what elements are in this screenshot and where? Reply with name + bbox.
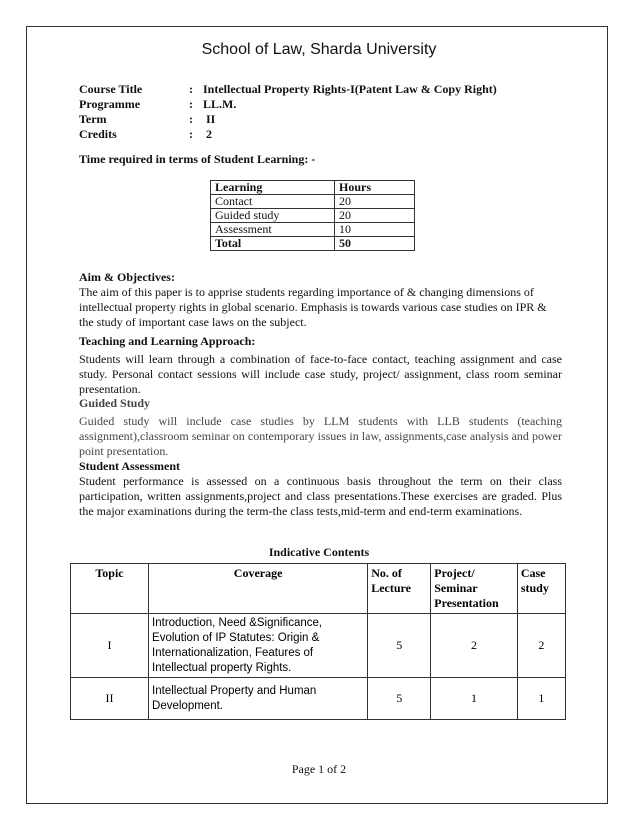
col-coverage: Coverage <box>149 564 368 614</box>
topic-cell: I <box>71 614 149 678</box>
col-lectures: No. of Lecture <box>368 564 431 614</box>
hours-cell-learning: Assessment <box>211 223 335 237</box>
case-study-cell: 1 <box>517 678 565 720</box>
page-number: Page 1 of 2 <box>291 762 347 776</box>
hours-cell-hours: 20 <box>335 209 415 223</box>
student-assessment-text: Student performance is assessed on a continuous basis throughout the term on their class participation, written assignments,project and class presentations.These exercises are graded. Plus the major examinations during the term-the class tests,mid-term and end-term examinations. <box>79 474 562 518</box>
aim-section <box>79 270 562 330</box>
hours-total-label: Total <box>211 237 335 251</box>
colon: : <box>189 127 193 141</box>
credits-label: Credits <box>79 127 117 141</box>
hours-table <box>210 180 415 251</box>
indicative-contents-table <box>70 563 566 720</box>
hours-cell-learning: Contact <box>211 195 335 209</box>
hours-header-hours: Hours <box>335 181 415 195</box>
term-value: II <box>203 112 216 126</box>
course-title-row <box>79 82 497 97</box>
hours-cell-learning: Guided study <box>211 209 335 223</box>
table-row <box>71 678 566 720</box>
credits-row <box>79 127 497 142</box>
aim-heading: Aim & Objectives: <box>79 270 175 284</box>
hours-total-value: 50 <box>335 237 415 251</box>
term-label: Term <box>79 112 107 126</box>
teaching-heading: Teaching and Learning Approach: <box>79 334 256 348</box>
table-row <box>211 223 415 237</box>
lectures-cell: 5 <box>368 614 431 678</box>
course-title-label: Course Title <box>79 82 143 96</box>
course-info <box>79 82 497 142</box>
credits-value: 2 <box>203 127 212 141</box>
coverage-cell: Intellectual Property and Human Development. <box>149 678 368 720</box>
page-title: School of Law, Sharda University <box>201 41 437 58</box>
hours-table-header <box>211 181 415 195</box>
time-required-heading: Time required in terms of Student Learning: - <box>79 152 316 166</box>
programme-row <box>79 97 497 112</box>
term-row <box>79 112 497 127</box>
col-project: Project/ Seminar Presentation <box>431 564 518 614</box>
hours-header-learning: Learning <box>211 181 335 195</box>
programme-label: Programme <box>79 97 141 111</box>
hours-cell-hours: 10 <box>335 223 415 237</box>
coverage-cell: Introduction, Need &Significance, Evolution of IP Statutes: Origin & Internationalization, Features of Intellectual property Rights. <box>149 614 368 678</box>
colon: : <box>189 97 193 111</box>
project-cell: 2 <box>431 614 518 678</box>
project-cell: 1 <box>431 678 518 720</box>
colon: : <box>189 112 193 126</box>
hours-total-row <box>211 237 415 251</box>
student-assessment-section <box>79 459 562 519</box>
colon: : <box>189 82 193 96</box>
indicative-contents-title: Indicative Contents <box>268 545 370 559</box>
hours-cell-hours: 20 <box>335 195 415 209</box>
guided-study-text: Guided study will include case studies by LLM students with LLB students (teaching assignment),classroom seminar on contemporary issues in law, assignments,case analysis and power point presentation. <box>79 414 562 458</box>
col-case-study: Case study <box>517 564 565 614</box>
guided-study-heading: Guided Study <box>79 396 151 410</box>
table-row <box>71 614 566 678</box>
aim-text: The aim of this paper is to apprise students regarding importance of & changing dimensions of intellectual property rights in global scenario. Emphasis is towards various case studies on IPR & the study of important case laws on the subject. <box>79 285 547 329</box>
lectures-cell: 5 <box>368 678 431 720</box>
table-row <box>211 209 415 223</box>
table-row <box>211 195 415 209</box>
case-study-cell: 2 <box>517 614 565 678</box>
teaching-text: Students will learn through a combination of face-to-face contact, teaching assignment and case study. Personal contact sessions will include case study, project/ assignment, class room seminar presentation. <box>79 352 562 396</box>
course-title-value: Intellectual Property Rights-I(Patent Law & Copy Right) <box>203 82 497 96</box>
guided-study-section <box>79 396 562 459</box>
programme-value: LL.M. <box>203 97 237 111</box>
topic-cell: II <box>71 678 149 720</box>
student-assessment-heading: Student Assessment <box>79 459 181 473</box>
teaching-section <box>79 334 562 397</box>
topics-header-row <box>71 564 566 614</box>
col-topic: Topic <box>71 564 149 614</box>
